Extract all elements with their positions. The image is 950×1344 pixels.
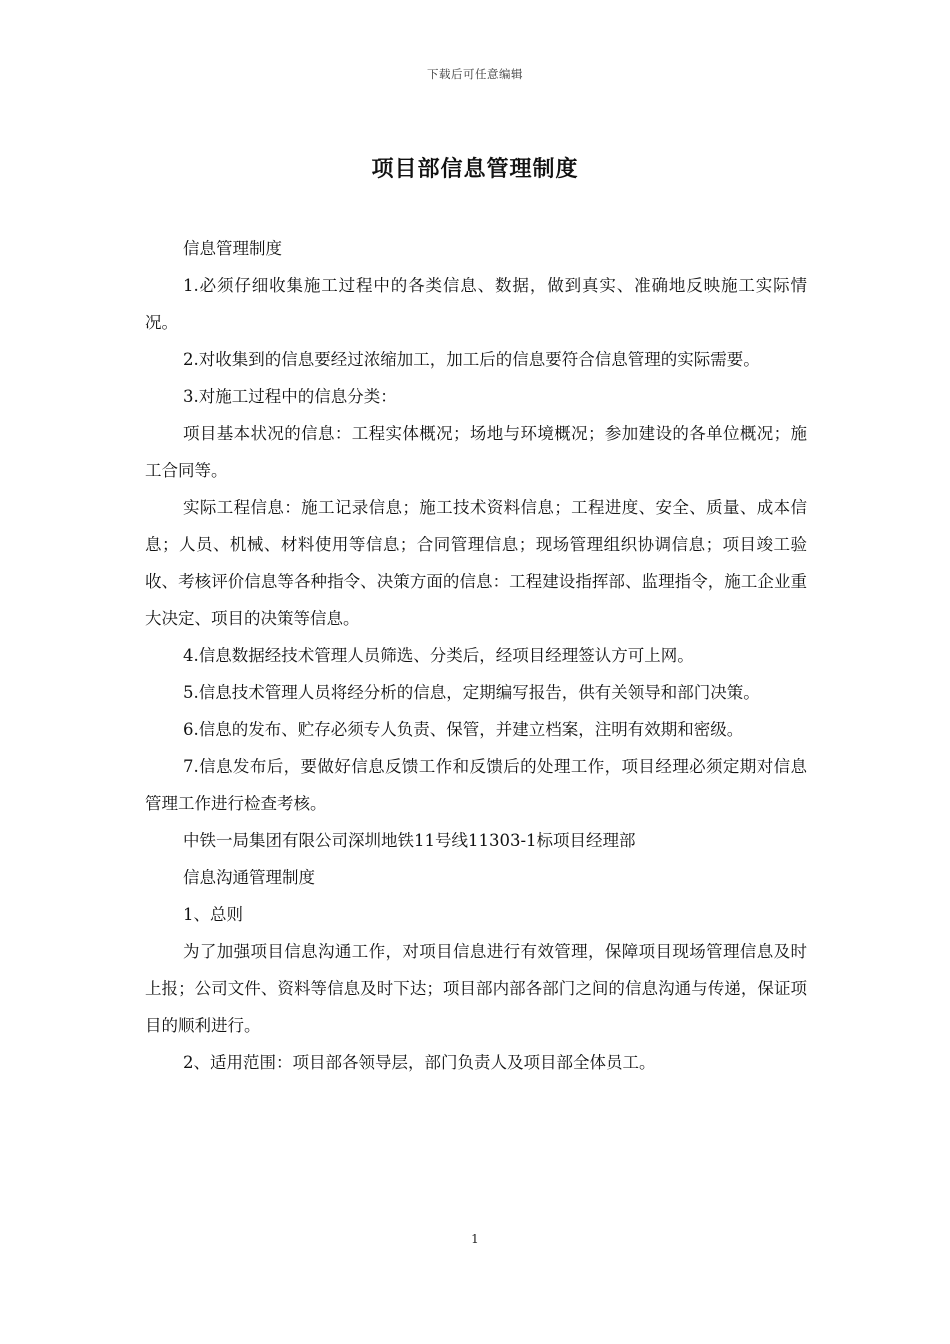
- paragraph-item-2: 2.对收集到的信息要经过浓缩加工，加工后的信息要符合信息管理的实际需要。: [183, 350, 760, 369]
- paragraph-item-5: 5.信息技术管理人员将经分析的信息，定期编写报告，供有关领导和部门决策。: [183, 683, 760, 702]
- header-note: 下载后可任意编辑: [427, 67, 523, 81]
- section-heading-info-management: 信息管理制度: [183, 239, 282, 258]
- paragraph-item-3: 3.对施工过程中的信息分类：: [183, 387, 397, 406]
- paragraph-item-1: 1.必须仔细收集施工过程中的各类信息、数据，做到真实、准确地反映施工实际情况。: [145, 276, 807, 332]
- paragraph-general-principles: 为了加强项目信息沟通工作，对项目信息进行有效管理，保障项目现场管理信息及时上报；公司文件、资料等信息及时下达；项目部内部各部门之间的信息沟通与传递，保证项目的顺利进行。: [145, 942, 807, 1035]
- section-heading-communication: 信息沟通管理制度: [183, 868, 315, 887]
- document-body: [145, 230, 807, 1081]
- organization-signature: 中铁一局集团有限公司深圳地铁11号线11303-1标项目经理部: [183, 831, 636, 850]
- paragraph-scope: 2、适用范围：项目部各领导层，部门负责人及项目部全体员工。: [183, 1053, 656, 1072]
- paragraph-project-basic-info: 项目基本状况的信息：工程实体概况；场地与环境概况；参加建设的各单位概况；施工合同等。: [145, 424, 807, 480]
- paragraph-item-6: 6.信息的发布、贮存必须专人负责、保管，并建立档案，注明有效期和密级。: [183, 720, 744, 739]
- page-number: 1: [471, 1232, 479, 1246]
- subsection-general-principles: 1、总则: [183, 905, 243, 924]
- paragraph-item-7: 7.信息发布后，要做好信息反馈工作和反馈后的处理工作，项目经理必须定期对信息管理工作进行检查考核。: [145, 757, 807, 813]
- document-title: 项目部信息管理制度: [371, 156, 579, 182]
- paragraph-item-4: 4.信息数据经技术管理人员筛选、分类后，经项目经理签认方可上网。: [183, 646, 694, 665]
- paragraph-actual-project-info: 实际工程信息：施工记录信息；施工技术资料信息；工程进度、安全、质量、成本信息；人员、机械、材料使用等信息；合同管理信息；现场管理组织协调信息；项目竣工验收、考核评价信息等各种指令、决策方面的信息：工程建设指挥部、监理指令，施工企业重大决定、项目的决策等信息。: [145, 498, 807, 628]
